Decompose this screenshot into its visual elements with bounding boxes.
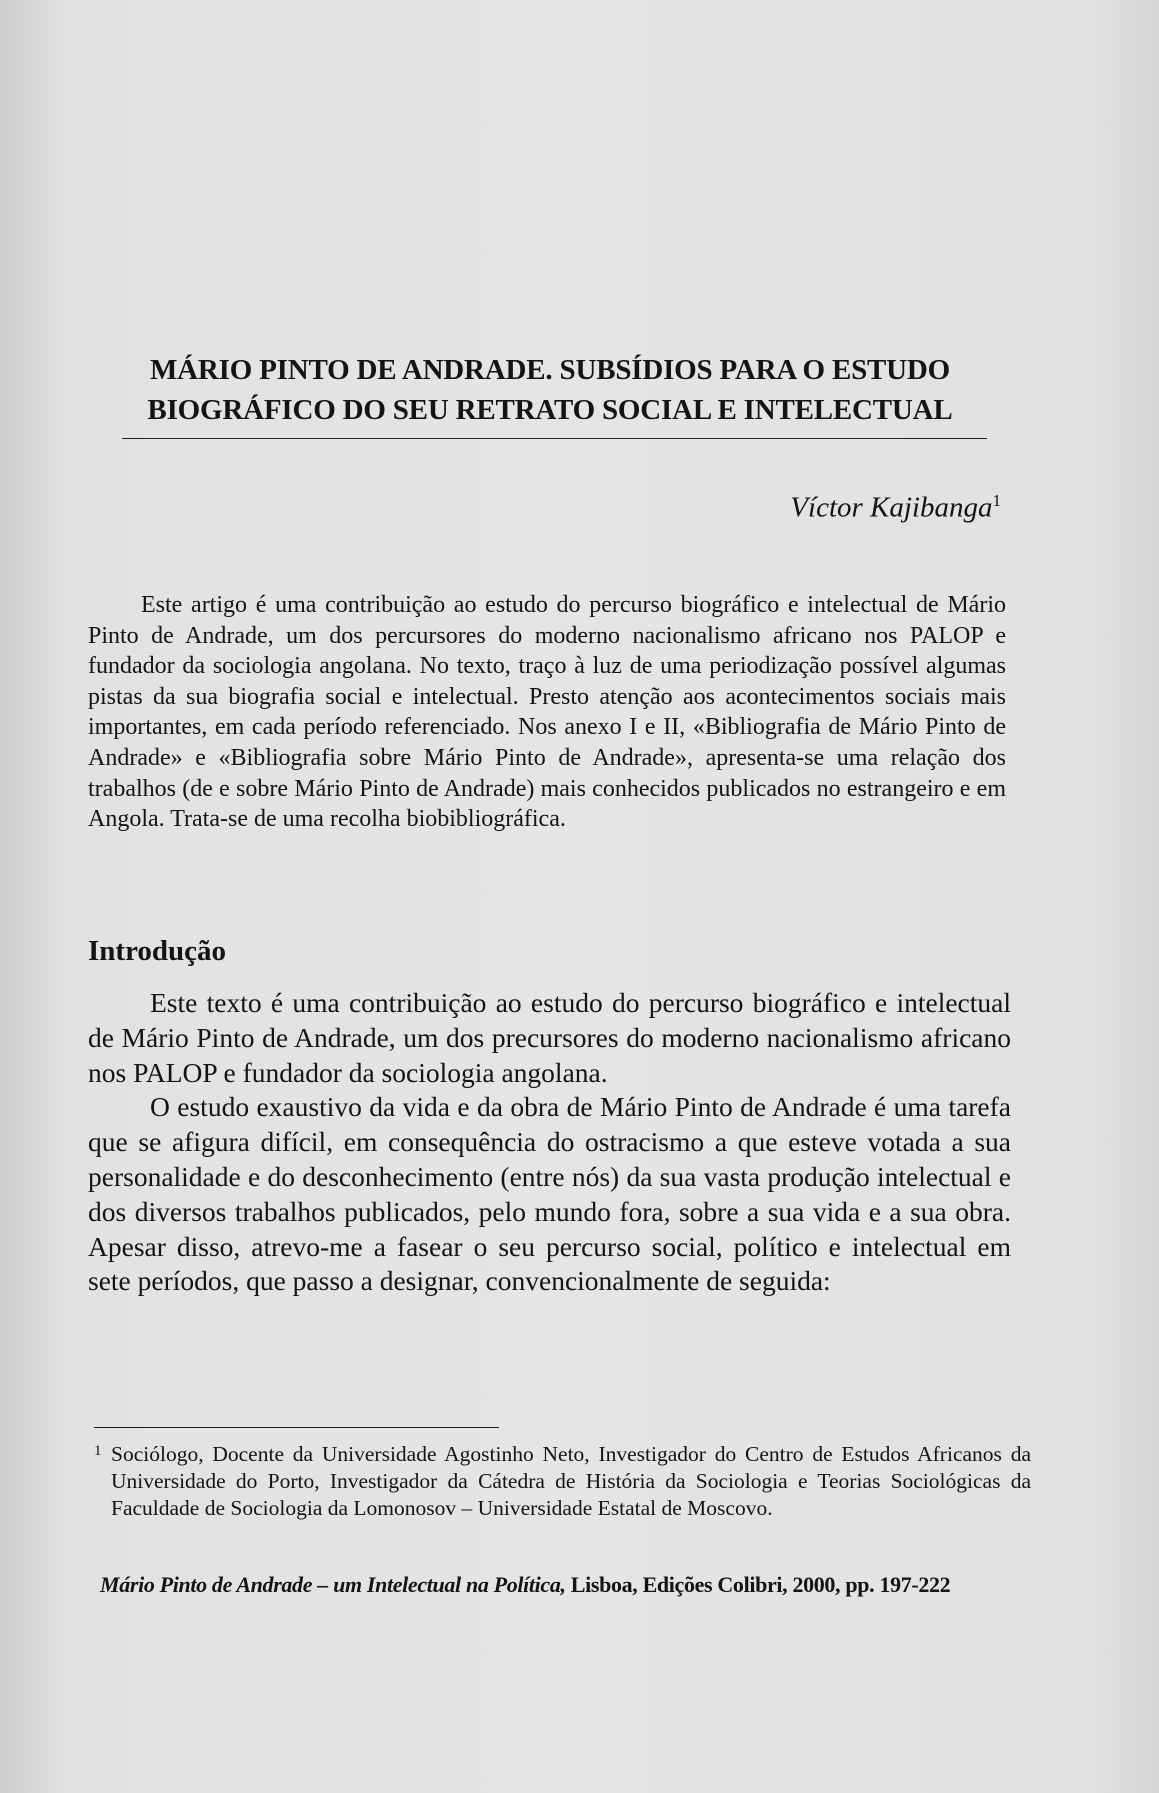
article-title-line-1: MÁRIO PINTO DE ANDRADE. SUBSÍDIOS PARA O ESTUDO — [149, 354, 951, 386]
title-underline — [122, 438, 987, 439]
citation-book-title: Mário Pinto de Andrade – um Intelectual na Política, — [100, 1572, 566, 1597]
author-footnote-mark: 1 — [992, 491, 1001, 510]
article-title-line-2: BIOGRÁFICO DO SEU RETRATO SOCIAL E INTELECTUAL — [147, 394, 953, 426]
source-citation — [100, 1572, 1015, 1598]
article-author — [790, 491, 1001, 525]
footnote-separator — [94, 1427, 499, 1428]
introduction-paragraph-2: O estudo exaustivo da vida e da obra de Mário Pinto de Andrade é uma tarefa que se afigura difícil, em consequência do ostracismo a que esteve votada a sua personalidade e do desconhecimento (entre nós) da sua vasta produção intelectual e dos diversos trabalhos publicados, pelo mundo fora, sobre a sua vida e a sua obra. Apesar disso, atrevo-me a fasear o seu percurso social, político e intelectual em sete períodos, que passo a designar, convencionalmente de seguida: — [88, 1091, 1011, 1297]
citation-publisher: Lisboa, Edições Colibri, 2000, pp. 197-222 — [565, 1572, 951, 1597]
footnote-mark: 1 — [94, 1443, 102, 1459]
article-abstract: Este artigo é uma contribuição ao estudo do percurso biográfico e intelectual de Mário Pinto de Andrade, um dos percursores do moderno nacionalismo africano nos PALOP e fundador da sociologia angolana. No texto, traço à luz de uma periodização possível algumas pistas da sua biografia social e intelectual. Presto atenção aos acontecimentos sociais mais importantes, em cada período referenciado. Nos anexo I e II, «Bibliografia de Mário Pinto de Andrade» e «Bibliografia sobre Mário Pinto de Andrade», apresenta-se uma relação dos trabalhos (de e sobre Mário Pinto de Andrade) mais conhecidos publicados no estrangeiro e em Angola. Trata-se de uma recolha biobibliográfica. — [88, 592, 1006, 833]
show-through-decoration — [170, 82, 970, 122]
author-name: Víctor Kajibanga — [790, 491, 993, 524]
section-heading-introducao: Introdução — [88, 935, 227, 967]
footnote-text: Sociólogo, Docente da Universidade Agostinho Neto, Investigador do Centro de Estudos Africanos da Universidade do Porto, Investigador da Cátedra de História da Sociologia e Teorias Sociológicas da Faculdade de Sociologia da Lomonosov – Universidade Estatal de Moscovo. — [111, 1442, 1031, 1521]
introduction-body — [88, 986, 1011, 1299]
introduction-paragraph-1: Este texto é uma contribuição ao estudo do percurso biográfico e intelectual de Mário Pinto de Andrade, um dos precursores do moderno nacionalismo africano nos PALOP e fundador da sociologia angolana. — [88, 987, 1011, 1088]
footnote-1 — [94, 1438, 1031, 1523]
article-title — [90, 350, 1010, 430]
